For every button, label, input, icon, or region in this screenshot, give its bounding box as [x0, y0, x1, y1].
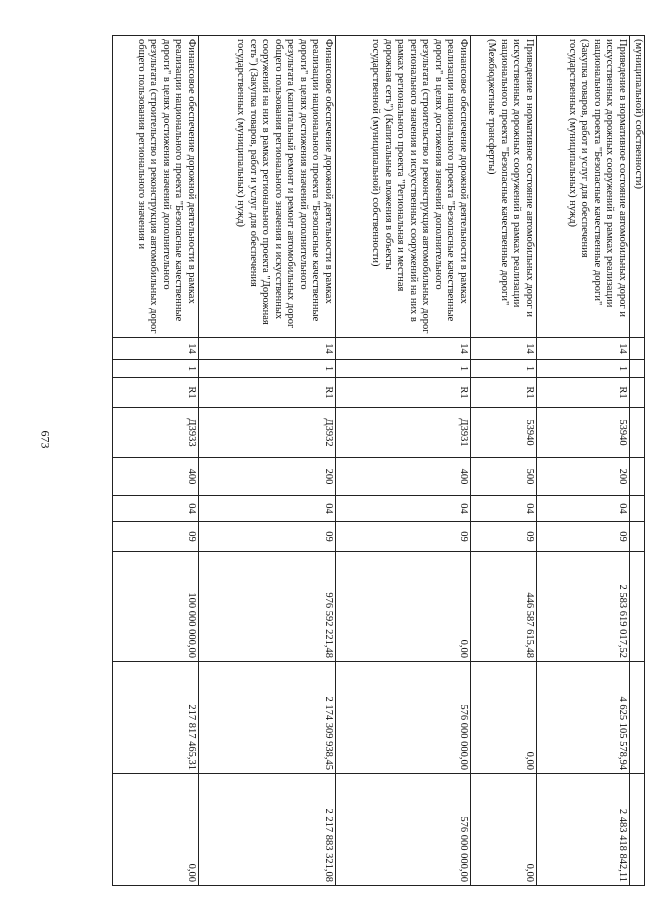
code-program: 14: [471, 338, 537, 360]
code-expense-type: 400: [113, 458, 199, 496]
amount-year-2: 0,00: [471, 662, 537, 774]
code-expense-type: 200: [199, 458, 336, 496]
code-subprogram: 1: [537, 360, 630, 378]
table-row: [537, 36, 630, 886]
code-direction: 53940: [471, 408, 537, 458]
code-section: 04: [199, 496, 336, 522]
code-program: 14: [336, 338, 471, 360]
table-row: [336, 36, 471, 886]
code-subprogram: 1: [199, 360, 336, 378]
amount-year-1: 976 592 221,48: [199, 552, 336, 662]
table-row-continuation: [630, 36, 645, 886]
code-section: 04: [113, 496, 199, 522]
table-row: [113, 36, 199, 886]
row-description: Финансовое обеспечение дорожной деятельности в рамках реализации национального проекта "Безопасные качественные дороги" в целях достижения значений дополнительного результата (строительство и реконструкция автомобильных дорог регионального значения и искусственных сооружений на них в рамках регионального проекта "Региональная и местная дорожная сеть") (Капитальные вложения в объекты государственной (муниципальной) собственности): [336, 36, 471, 338]
code-project: R1: [336, 378, 471, 408]
row-description: Приведение в нормативное состояние автомобильных дорог и искусственных дорожных сооружений в рамках реализации национального проекта "Безопасные качественные дороги" (Закупка товаров, работ и услуг для обеспечения государственных (муниципальных) нужд): [537, 36, 630, 338]
code-subsection: 09: [336, 522, 471, 552]
amount-year-1: 2 583 619 017,52: [537, 552, 630, 662]
code-subprogram: 1: [113, 360, 199, 378]
rotated-table-frame: [65, 35, 645, 885]
row-description: Приведение в нормативное состояние автомобильных дорог и искусственных дорожных сооружений в рамках реализации национального проекта "Безопасные качественные дороги" (Межбюджетные трансферты): [471, 36, 537, 338]
amount-year-3: 2 483 418 842,11: [537, 774, 630, 886]
code-section: 04: [336, 496, 471, 522]
amount-year-2: 4 625 105 578,94: [537, 662, 630, 774]
amount-year-2: 2 174 309 938,45: [199, 662, 336, 774]
code-direction: Д3933: [113, 408, 199, 458]
amount-year-3: 0,00: [471, 774, 537, 886]
amount-year-1: 0,00: [336, 552, 471, 662]
code-program: 14: [113, 338, 199, 360]
code-program: 14: [537, 338, 630, 360]
row-description: Финансовое обеспечение дорожной деятельности в рамках реализации национального проекта "Безопасные качественные дороги" в целях достижения значений дополнительного результата (строительство и реконструкция автомобильных дорог общего пользования регионального значения и: [113, 36, 199, 338]
budget-table-container: [65, 35, 645, 885]
code-project: R1: [471, 378, 537, 408]
code-direction: 53940: [537, 408, 630, 458]
code-subprogram: 1: [336, 360, 471, 378]
code-project: R1: [537, 378, 630, 408]
code-project: R1: [199, 378, 336, 408]
code-subprogram: 1: [471, 360, 537, 378]
amount-year-3: 0,00: [113, 774, 199, 886]
code-section: 04: [471, 496, 537, 522]
code-subsection: 09: [471, 522, 537, 552]
code-subsection: 09: [537, 522, 630, 552]
amount-year-1: 100 000 000,00: [113, 552, 199, 662]
code-direction: Д3931: [336, 408, 471, 458]
amount-year-1: 446 587 615,48: [471, 552, 537, 662]
table-row: [199, 36, 336, 886]
table-row: [471, 36, 537, 886]
code-subsection: 09: [113, 522, 199, 552]
code-section: 04: [537, 496, 630, 522]
code-direction: Д3932: [199, 408, 336, 458]
amount-year-3: 2 217 883 321,08: [199, 774, 336, 886]
code-expense-type: 500: [471, 458, 537, 496]
code-program: 14: [199, 338, 336, 360]
code-project: R1: [113, 378, 199, 408]
code-subsection: 09: [199, 522, 336, 552]
code-expense-type: 400: [336, 458, 471, 496]
amount-year-3: 576 000 000,00: [336, 774, 471, 886]
amount-year-2: 576 000 000,00: [336, 662, 471, 774]
amount-year-2: 217 817 465,31: [113, 662, 199, 774]
budget-table: [112, 35, 645, 886]
page-number: 673: [38, 430, 53, 449]
row-description: Финансовое обеспечение дорожной деятельности в рамках реализации национального проекта "Безопасные качественные дороги" в целях достижения значений дополнительного результата (капитальный ремонт и ремонт автомобильных дорог общего пользования регионального значения и искусственных сооружений на них в рамках регионального проекта "Дорожная сеть") (Закупка товаров, работ и услуг для обеспечения государственных (муниципальных) нужд): [199, 36, 336, 338]
continuation-text: (муниципальной) собственности): [630, 36, 645, 338]
code-expense-type: 200: [537, 458, 630, 496]
